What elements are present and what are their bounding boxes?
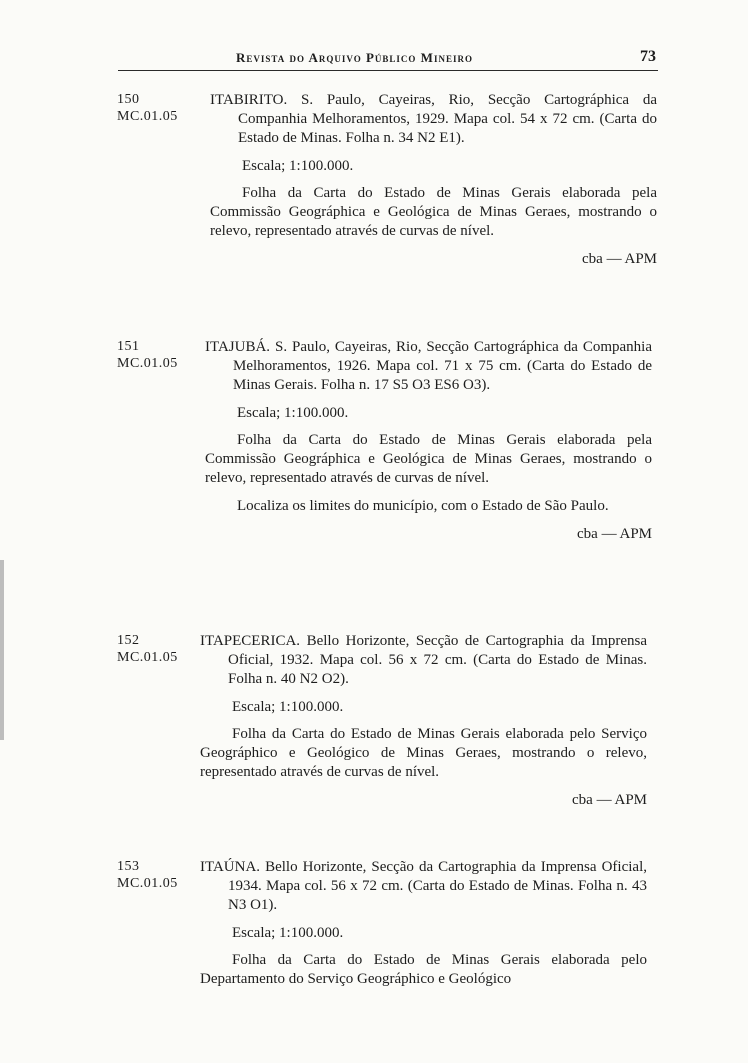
entry-citation: ITABIRITO. S. Paulo, Cayeiras, Rio, Secção Cartográphica da Companhia Melhoramentos, 1929. Mapa col. 54 x 72 cm. (Carta do Estado de Minas. Folha n. 34 N2 E1). [210, 92, 657, 146]
entry-citation: ITAPECERICA. Bello Horizonte, Secção de Cartographia da Imprensa Oficial, 1932. Mapa col. 56 x 72 cm. (Carta do Estado de Minas. Folha n. 40 N2 O2). [200, 633, 647, 687]
entry-note: Localiza os limites do município, com o Estado de São Paulo. [237, 498, 609, 514]
entry-number: 152 [117, 633, 140, 648]
entry-signature: cba — APM [577, 526, 652, 542]
entry-scale: Escala; 1:100.000. [232, 925, 344, 941]
entry-code: MC.01.05 [117, 876, 178, 891]
entry-citation: ITAÚNA. Bello Horizonte, Secção da Cartographia da Imprensa Oficial, 1934. Mapa col. 56 x 72 cm. (Carta do Estado de Minas. Folha n. 43 N3 O1). [200, 859, 647, 913]
entry-body [205, 338, 652, 544]
entry-citation: ITAJUBÁ. S. Paulo, Cayeiras, Rio, Secção Cartográphica da Companhia Melhoramentos, 1926. Mapa col. 71 x 75 cm. (Carta do Estado de Minas Gerais. Folha n. 17 S5 O3 ES6 O3). [205, 339, 652, 393]
entry-scale: Escala; 1:100.000. [232, 699, 344, 715]
entry-note: Folha da Carta do Estado de Minas Gerais elaborada pela Commissão Geográphica e Geológica de Minas Geraes, mostrando o relevo, representado através de curvas de nível. [205, 432, 652, 486]
entry-number: 153 [117, 859, 140, 874]
page-header [118, 48, 658, 71]
entry-number-block [117, 858, 197, 892]
entry-number-block [117, 338, 197, 372]
entry-note: Folha da Carta do Estado de Minas Gerais elaborada pelo Departamento do Serviço Geográphico e Geológico [200, 952, 647, 987]
entry-signature: cba — APM [582, 251, 657, 267]
entry-note: Folha da Carta do Estado de Minas Gerais elaborada pelo Serviço Geográphico e Geológico de Minas Geraes, mostrando o relevo, representado através de curvas de nível. [200, 726, 647, 780]
entry-number: 151 [117, 339, 140, 354]
entry-body [200, 632, 647, 810]
running-title: Revista do Arquivo Público Mineiro [236, 50, 473, 65]
entry-body [210, 91, 657, 269]
entry-number-block [117, 91, 197, 125]
entry-signature: cba — APM [572, 792, 647, 808]
entry-number-block [117, 632, 197, 666]
entry-body [200, 858, 647, 998]
entry-note: Folha da Carta do Estado de Minas Gerais elaborada pela Commissão Geográphica e Geológica de Minas Geraes, mostrando o relevo, representado através de curvas de nível. [210, 185, 657, 239]
entry-code: MC.01.05 [117, 356, 178, 371]
entry-code: MC.01.05 [117, 109, 178, 124]
entry-scale: Escala; 1:100.000. [237, 405, 349, 421]
entry-code: MC.01.05 [117, 650, 178, 665]
page-number: 73 [640, 48, 656, 65]
entry-number: 150 [117, 92, 140, 107]
scan-edge-shadow [0, 560, 4, 740]
entry-scale: Escala; 1:100.000. [242, 158, 354, 174]
